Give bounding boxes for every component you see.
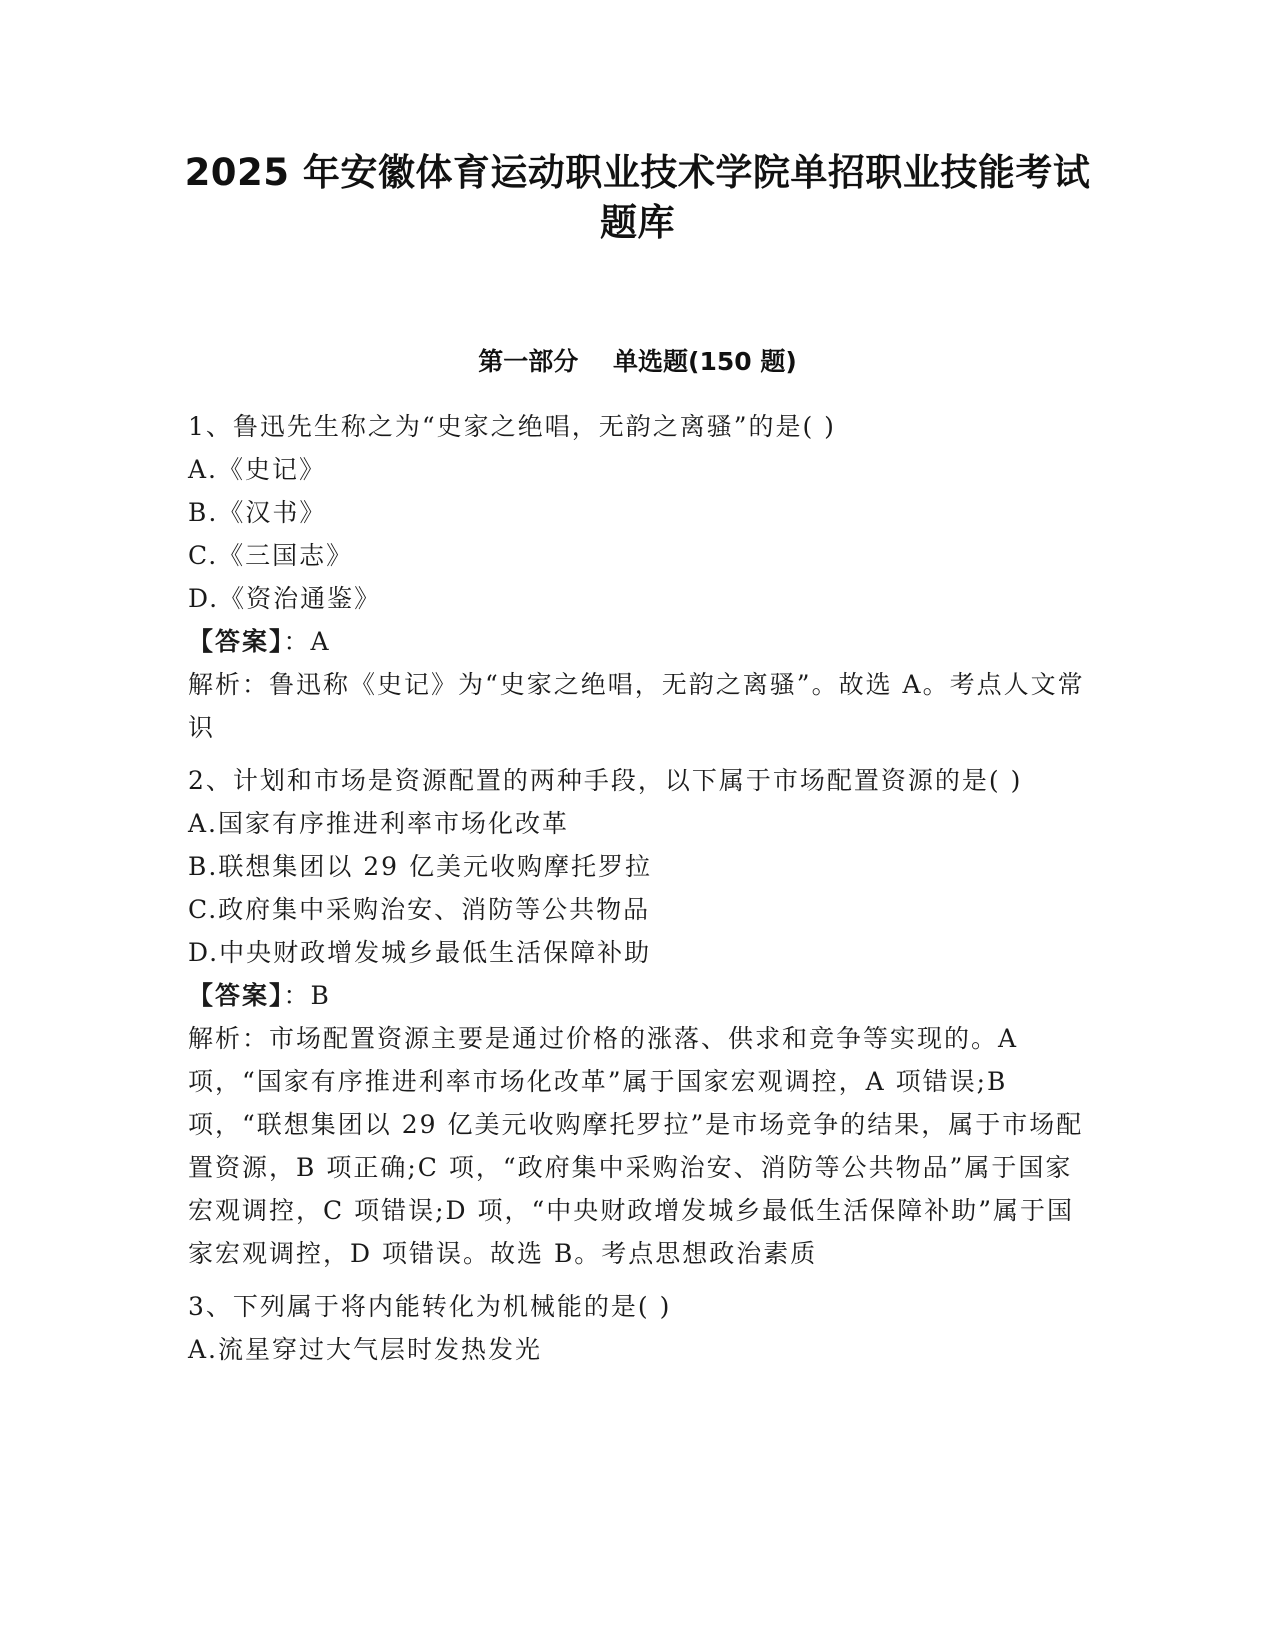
question-stem: 2、计划和市场是资源配置的两种手段，以下属于市场配置资源的是( ) <box>188 766 1023 795</box>
answer-value: ：A <box>283 627 331 656</box>
answer-value: ：B <box>283 981 331 1010</box>
question-item <box>188 1285 1088 1371</box>
option-a: A.流星穿过大气层时发热发光 <box>188 1335 543 1364</box>
section-heading: 第一部分 单选题(150 题) <box>478 347 797 376</box>
analysis-text: 解析：市场配置资源主要是通过价格的涨落、供求和竞争等实现的。A 项，“国家有序推进利率市场化改革”属于国家宏观调控，A 项错误;B 项，“联想集团以 29 亿美元收购摩托罗拉”是市场竞争的结果，属于市场配置资源，B 项正确;C 项，“政府集中采购治安、消防等公共物品”属于国家宏观调控，C 项错误;D 项，“中央财政增发城乡最低生活保障补助”属于国家宏观调控，D 项错误。故选 B。考点思想政治素质 <box>188 1024 1084 1268</box>
answer-line <box>188 620 1088 663</box>
option-a: A.《史记》 <box>188 455 327 484</box>
question-list <box>188 405 1088 1371</box>
analysis-text: 解析：鲁迅称《史记》为“史家之绝唱，无韵之离骚”。故选 A。考点人文常识 <box>188 670 1085 742</box>
question-stem: 1、鲁迅先生称之为“史家之绝唱，无韵之离骚”的是( ) <box>188 412 836 441</box>
question-item <box>188 405 1088 749</box>
option-c: C.《三国志》 <box>188 541 354 570</box>
option-c: C.政府集中采购治安、消防等公共物品 <box>188 895 651 924</box>
document-title-line-1: 2025 年安徽体育运动职业技术学院单招职业技能考试 <box>184 151 1091 194</box>
option-d: D.中央财政增发城乡最低生活保障补助 <box>188 938 652 967</box>
option-a: A.国家有序推进利率市场化改革 <box>188 809 570 838</box>
option-b: B.联想集团以 29 亿美元收购摩托罗拉 <box>188 852 653 881</box>
document-title-line-2: 题库 <box>600 201 675 244</box>
answer-label: 【答案】 <box>188 981 284 1010</box>
answer-line <box>188 974 1088 1017</box>
answer-label: 【答案】 <box>188 627 284 656</box>
question-stem: 3、下列属于将内能转化为机械能的是( ) <box>188 1292 672 1321</box>
option-d: D.《资治通鉴》 <box>188 584 382 613</box>
document-title <box>150 148 1125 248</box>
question-item <box>188 759 1088 1275</box>
option-b: B.《汉书》 <box>188 498 327 527</box>
